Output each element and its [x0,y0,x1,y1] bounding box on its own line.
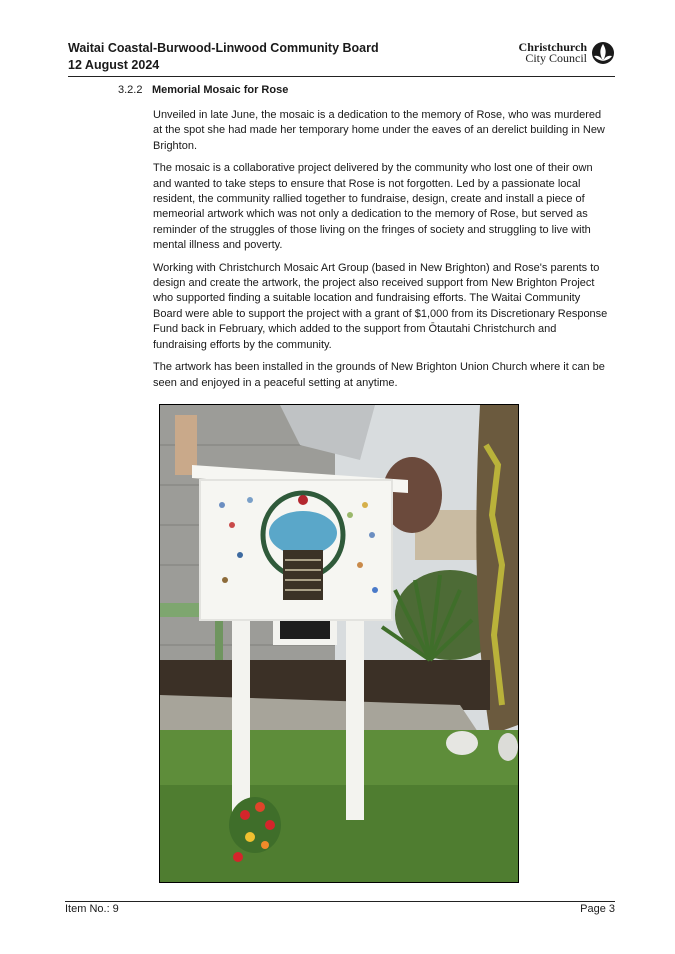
paragraph: The artwork has been installed in the grounds of New Brighton Union Church where it can be seen and enjoyed in a peaceful setting at anytime. [153,361,605,389]
paragraph: The mosaic is a collaborative project delivered by the community who lost one of their own and wanted to take steps to ensure that Rose is not forgotten. Led by a passionate local resident, the community rallied together to fundraise, design, create and install a piece of memeorial artwork which was not only a dedication to the memory of Rose, but served as reminder of the struggles of those living on the fringes of society and struggling to live with mental illness and poverty. [153,162,593,252]
page-footer [65,901,615,915]
logo-text [519,42,587,64]
section-title: Memorial Mosaic for Rose [152,84,289,96]
section-number: 3.2.2 [118,84,143,96]
page-header [68,40,615,77]
logo-line-2: City Council [525,51,587,65]
paragraph: Working with Christchurch Mosaic Art Group (based in New Brighton) and Rose's parents to design and create the artwork, the project also received support from New Brighton Project who supported finding a suitable location and fundraising efforts. The Waitai Community Board were able to support the project with a grant of $1,000 from its Discretionary Response Fund back in February, which added to the support from Ōtautahi Christchurch and fundraising efforts by the community. [153,261,608,351]
body-text [153,108,611,398]
paragraph: Unveiled in late June, the mosaic is a dedication to the memory of Rose, who was murdered at the spot she had made her temporary home under the eaves of an derelict building in New Brighton. [153,109,605,152]
council-logo [519,41,615,65]
section-heading [118,84,288,96]
header-org [68,40,379,74]
item-number: Item No.: 9 [65,903,119,915]
page-number: Page 3 [580,903,615,915]
board-name: Waitai Coastal-Burwood-Linwood Community Board [68,41,379,55]
meeting-date: 12 August 2024 [68,58,160,72]
mosaic-photo-illustration [160,405,518,882]
logo-line-1: Christchurch [518,40,587,54]
mosaic-photo [159,404,519,883]
christchurch-leaf-icon [591,41,615,65]
